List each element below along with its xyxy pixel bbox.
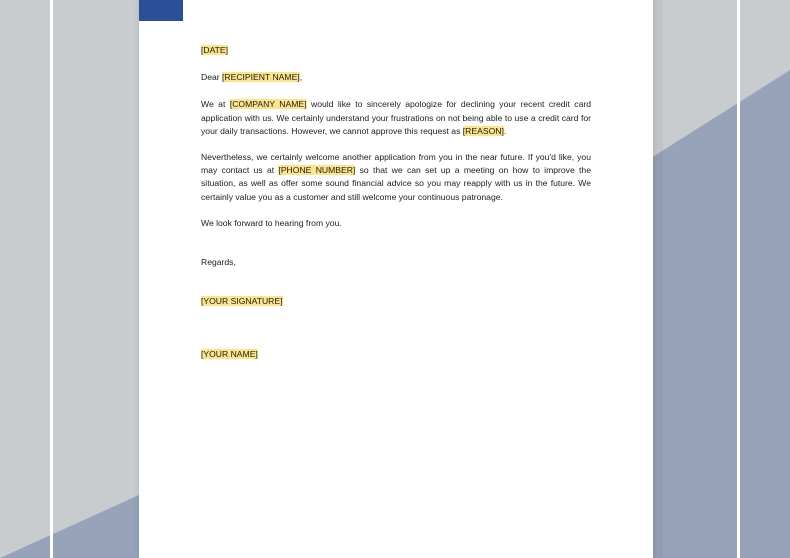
your-name-placeholder[interactable]: [YOUR NAME] <box>201 349 258 360</box>
name-line <box>201 348 591 361</box>
letter-body <box>201 44 591 362</box>
recipient-name-placeholder[interactable]: [RECIPIENT NAME] <box>222 72 300 83</box>
signature-placeholder[interactable]: [YOUR SIGNATURE] <box>201 296 283 307</box>
reason-placeholder[interactable]: [REASON] <box>462 125 504 136</box>
date-line <box>201 44 591 57</box>
company-name-placeholder[interactable]: [COMPANY NAME] <box>229 99 307 110</box>
date-placeholder[interactable]: [DATE] <box>201 45 229 55</box>
paragraph-apology: We at [COMPANY NAME] would like to sincerely apologize for declining your recent credit card application with us. We certainly understand your frustrations on not being able to use a credit card for your daily transactions. However, we cannot approve this request as [REASON]. <box>201 99 591 136</box>
phone-number-placeholder[interactable]: [PHONE NUMBER] <box>278 165 356 176</box>
document-page <box>139 0 653 558</box>
signature-line <box>201 295 591 308</box>
accent-corner-tab <box>139 0 183 21</box>
paragraph-closing-remark: We look forward to hearing from you. <box>201 217 342 228</box>
salutation: Dear [RECIPIENT NAME], <box>201 72 303 83</box>
paragraph-reapply: Nevertheless, we certainly welcome another application from you in the near future. If you'd like, you may contact us at [PHONE NUMBER] so that we can set up a meeting on how to improve the situation, as well as offer some sound financial advice so you may reapply with us in the future. We certainly value you as a customer and still welcome your continuous patronage. <box>201 152 591 202</box>
closing: Regards, <box>201 257 236 268</box>
